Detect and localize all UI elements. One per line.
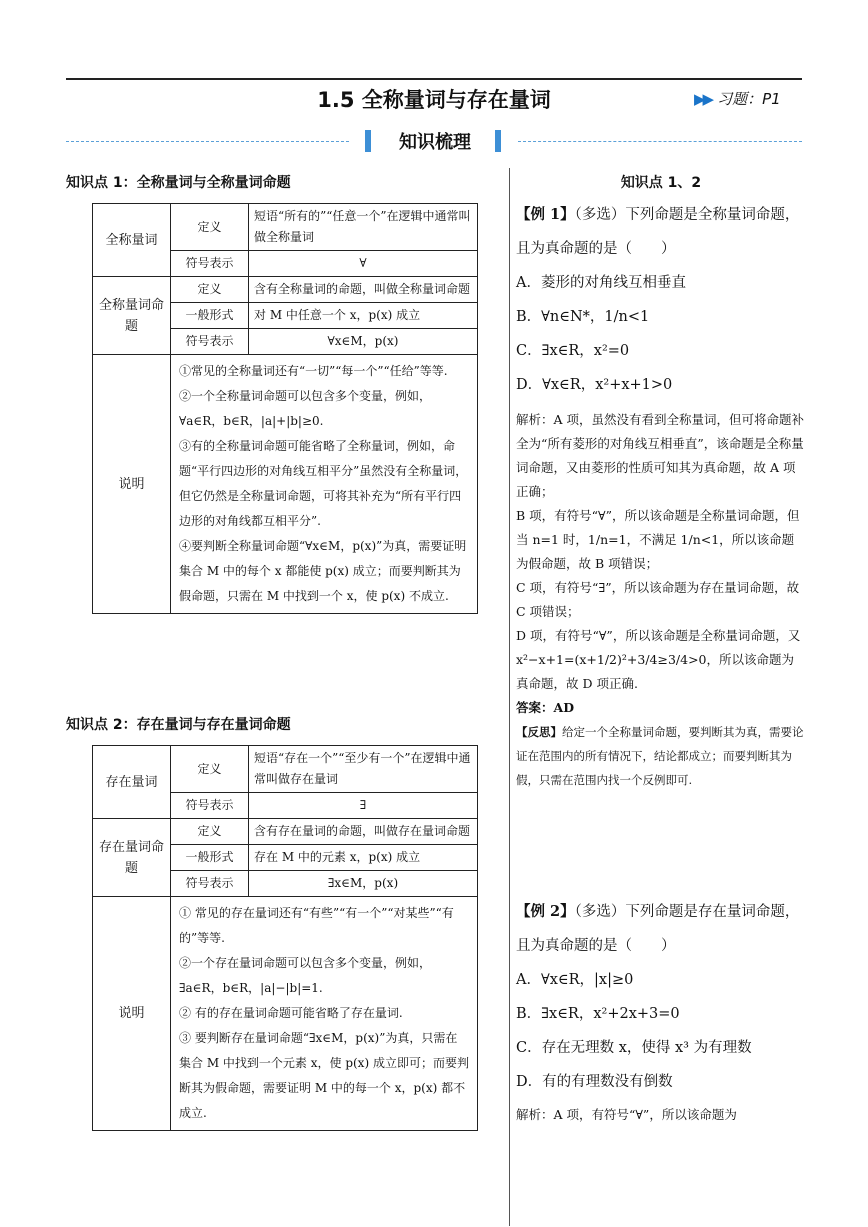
kp2-row1-sym-label: 符号表示 xyxy=(171,793,249,819)
ex1-analysis-b: B 项，有符号“∀”，所以该命题是全称量词命题，但当 n=1 时，1/n=1，不满足 1/n<1，所以该命题为假命题，故 B 项错误； xyxy=(516,508,800,571)
ex1-option-b: B．∀n∈N*，1/n<1 xyxy=(516,309,650,325)
section-divider-right xyxy=(518,141,802,142)
kp1-row1-sym-label: 符号表示 xyxy=(171,251,249,277)
ex2-option-b: B．∃x∈R，x²+2x+3=0 xyxy=(516,1006,680,1022)
kp1-row2-def-text: 含有全称量词的命题，叫做全称量词命题 xyxy=(249,277,478,303)
double-arrow-icon: ▶▶ xyxy=(694,90,712,108)
ex1-option-d: D．∀x∈R，x²+x+1>0 xyxy=(516,377,673,393)
kp1-notes xyxy=(171,355,478,614)
section-bar-left xyxy=(365,130,371,152)
kp1-note-item: ③有的全称量词命题可能省略了全称量词，例如，命题“平行四边形的对角线互相平分”虽然没有全称量词，但它仍然是全称量词命题，可将其补充为“所有平行四边形的对角线都互相平分”. xyxy=(179,439,468,528)
kp2-row2-sym-text: ∃x∈M，p(x) xyxy=(249,871,478,897)
kp1-row1-label: 全称量词 xyxy=(93,204,171,277)
ex2-option-c: C．存在无理数 x，使得 x³ 为有理数 xyxy=(516,1040,752,1056)
page-title: 1.5 全称量词与存在量词 xyxy=(317,88,551,112)
ex1-analysis-c: C 项，有符号“∃”，所以该命题为存在量词命题，故 C 项错误； xyxy=(516,580,800,619)
kp1-note-label: 说明 xyxy=(93,355,171,614)
kp2-note-label: 说明 xyxy=(93,897,171,1131)
header-rule xyxy=(66,78,802,80)
ex1-answer: 答案：AD xyxy=(516,700,575,715)
ex1-reflection-tag: 【反思】 xyxy=(516,725,562,739)
kp2-note-item: ① 常见的存在量词还有“有些”“有一个”“对某些”“有的”等等. xyxy=(179,906,454,945)
kp2-row2-label: 存在量词命题 xyxy=(93,819,171,897)
ex1-analysis-d: D 项，有符号“∀”，所以该命题是全称量词命题，又 x²−x+1=(x+1/2)²+3/4≥3/4>0，所以该命题为真命题，故 D 项正确. xyxy=(516,628,801,691)
ex1-option-c: C．∃x∈R，x²=0 xyxy=(516,343,630,359)
kp1-row1-def-label: 定义 xyxy=(171,204,249,251)
kp2-row1-label: 存在量词 xyxy=(93,746,171,819)
example-2 xyxy=(516,895,806,1127)
kp1-note-item: ④要判断全称量词命题“∀x∈M，p(x)”为真，需要证明集合 M 中的每个 x 都能使 p(x) 成立；而要判断其为假命题，只需在 M 中找到一个 x，使 p(x) 不成立. xyxy=(179,539,467,603)
kp2-note-item: ②一个存在量词命题可以包含多个变量，例如，∃a∈R，b∈R，|a|−|b|=1. xyxy=(179,956,432,995)
ex1-question: （多选）下列命题是全称量词命题，且为真命题的是（ ） xyxy=(516,207,800,257)
exercise-link[interactable] xyxy=(694,88,781,109)
kp2-row2-sym-label: 符号表示 xyxy=(171,871,249,897)
ex2-option-d: D．有的有理数没有倒数 xyxy=(516,1074,673,1090)
kp2-row1-def-label: 定义 xyxy=(171,746,249,793)
section-divider-left xyxy=(66,141,349,142)
ex2-analysis: 解析：A 项，有符号“∀”，所以该命题为 xyxy=(516,1107,737,1122)
kp1-note-item: ②一个全称量词命题可以包含多个变量，例如，∀a∈R，b∈R，|a|+|b|≥0. xyxy=(179,389,432,428)
kp2-row2-form-text: 存在 M 中的元素 x，p(x) 成立 xyxy=(249,845,478,871)
kp1-row1-def-text: 短语“所有的”“任意一个”在逻辑中通常叫做全称量词 xyxy=(249,204,478,251)
ex1-analysis-a: 解析：A 项，虽然没有看到全称量词，但可将命题补全为“所有菱形的对角线互相垂直”，该命题是全称量词命题，又由菱形的性质可知其为真命题，故 A 项正确； xyxy=(516,412,805,499)
kp1-table xyxy=(92,203,478,614)
ex2-option-a: A．∀x∈R，|x|≥0 xyxy=(516,972,634,988)
kp2-row2-form-label: 一般形式 xyxy=(171,845,249,871)
example-1 xyxy=(516,198,806,792)
kp2-notes xyxy=(171,897,478,1131)
exercise-link-label: 习题：P1 xyxy=(717,90,781,108)
kp2-row1-def-text: 短语“存在一个”“至少有一个”在逻辑中通常叫做存在量词 xyxy=(249,746,478,793)
kp1-row2-form-text: 对 M 中任意一个 x，p(x) 成立 xyxy=(249,303,478,329)
kp1-note-item: ①常见的全称量词还有“一切”“每一个”“任给”等等. xyxy=(179,364,448,378)
ex2-question: （多选）下列命题是存在量词命题，且为真命题的是（ ） xyxy=(516,904,800,954)
kp1-row1-sym-text: ∀ xyxy=(249,251,478,277)
ex1-tag: 【例 1】 xyxy=(516,206,575,223)
kp1-row2-label: 全称量词命题 xyxy=(93,277,171,355)
right-heading: 知识点 1、2 xyxy=(620,175,702,191)
section-title: 知识梳理 xyxy=(399,132,471,153)
ex1-option-a: A．菱形的对角线互相垂直 xyxy=(516,275,686,291)
ex1-reflection: 给定一个全称量词命题，要判断其为真，需要论证在范围内的所有情况下，结论都成立；而要判断其为假，只需在范围内找一个反例即可. xyxy=(516,725,804,787)
kp2-note-item: ② 有的存在量词命题可能省略了存在量词. xyxy=(179,1006,403,1020)
kp1-row2-sym-text: ∀x∈M，p(x) xyxy=(249,329,478,355)
kp2-row2-def-label: 定义 xyxy=(171,819,249,845)
kp2-heading: 知识点 2：存在量词与存在量词命题 xyxy=(66,717,291,733)
column-divider xyxy=(509,168,510,1226)
kp1-row2-sym-label: 符号表示 xyxy=(171,329,249,355)
kp1-heading: 知识点 1：全称量词与全称量词命题 xyxy=(66,175,291,191)
kp2-table xyxy=(92,745,478,1131)
ex2-tag: 【例 2】 xyxy=(516,903,575,920)
kp2-row2-def-text: 含有存在量词的命题，叫做存在量词命题 xyxy=(249,819,478,845)
kp1-row2-def-label: 定义 xyxy=(171,277,249,303)
kp2-row1-sym-text: ∃ xyxy=(249,793,478,819)
section-bar-right xyxy=(495,130,501,152)
kp1-row2-form-label: 一般形式 xyxy=(171,303,249,329)
kp2-note-item: ③ 要判断存在量词命题“∃x∈M，p(x)”为真，只需在集合 M 中找到一个元素 x，使 p(x) 成立即可；而要判断其为假命题，需要证明 M 中的每一个 x，p(x) 都不成立. xyxy=(179,1031,469,1120)
